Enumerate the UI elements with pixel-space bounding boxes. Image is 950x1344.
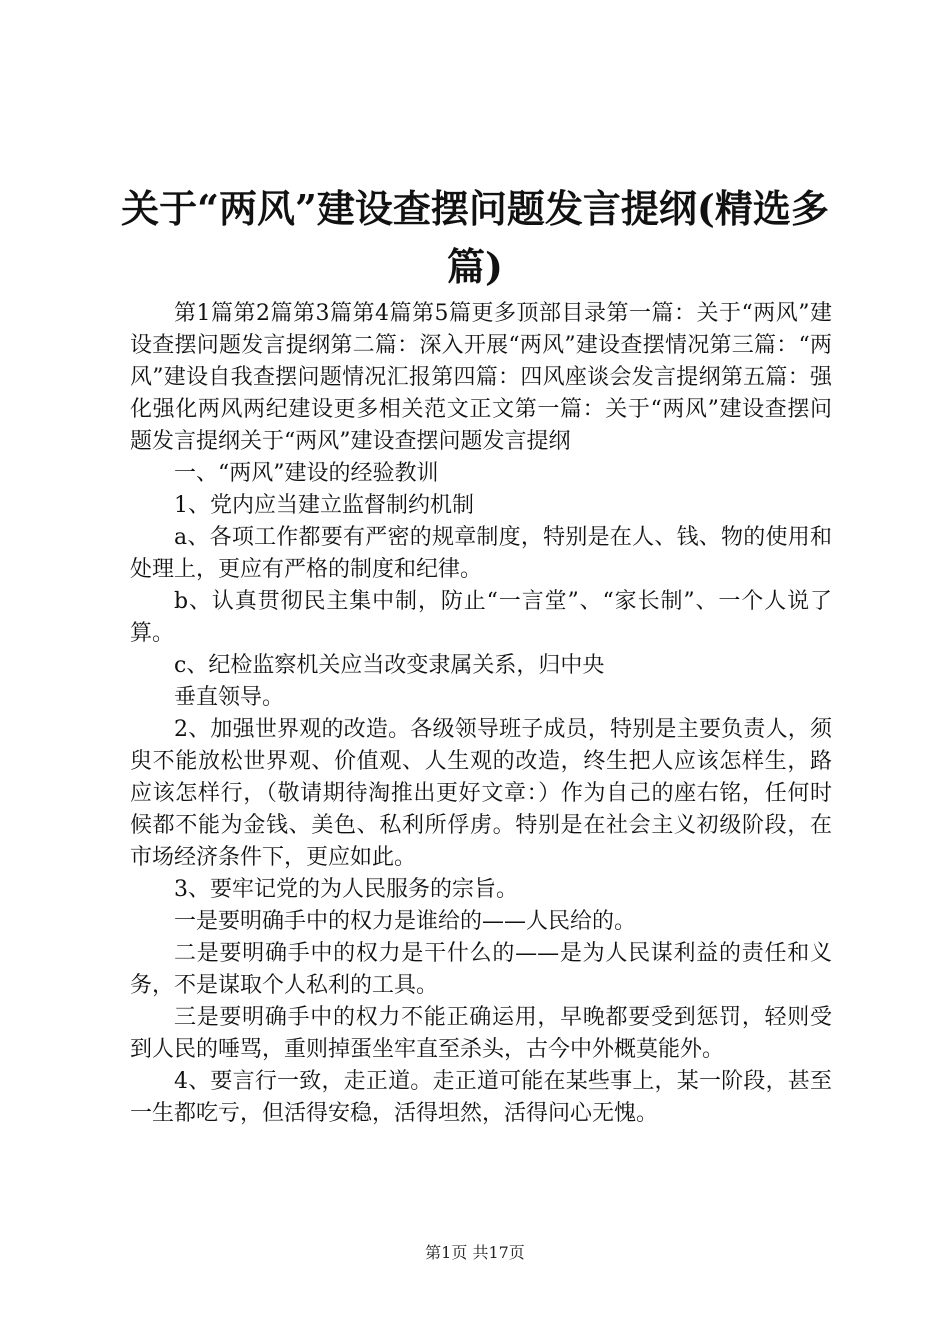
paragraph-sub-1: 一是要明确手中的权力是谁给的——人民给的。	[174, 909, 637, 934]
page-footer: 第1页 共17页	[425, 1243, 525, 1262]
paragraph-heading-1: 一、“两风”建设的经验教训	[174, 461, 439, 486]
paragraph-item-c-continued: 垂直领导。	[174, 685, 285, 710]
paragraph-sub-3: 三是要明确手中的权力不能正确运用，早晚都要受到惩罚，轻则受到人民的唾骂，重则掉蛋坐牢直至杀头，古今中外概莫能外。	[130, 1005, 832, 1062]
paragraph-item-c: c、纪检监察机关应当改变隶属关系，归中央	[174, 653, 605, 678]
paragraph-sub-2: 二是要明确手中的权力是干什么的——是为人民谋利益的责任和义务，不是谋取个人私利的工具。	[130, 941, 832, 998]
paragraph-table-of-contents: 第1篇第2篇第3篇第4篇第5篇更多顶部目录第一篇：关于“两风”建设查摆问题发言提纲第二篇：深入开展“两风”建设查摆情况第三篇：“两风”建设自我查摆问题情况汇报第四篇：四风座谈会发言提纲第五篇：强化强化两风两纪建设更多相关范文正文第一篇：关于“两风”建设查摆问题发言提纲关于“两风”建设查摆问题发言提纲	[130, 301, 832, 454]
paragraph-point-2: 2、加强世界观的改造。各级领导班子成员，特别是主要负责人，须臾不能放松世界观、价值观、人生观的改造，终生把人应该怎样生，路应该怎样行，（敬请期待淘推出更好文章：）作为自己的座右铭，任何时候都不能为金钱、美色、私利所俘虏。特别是在社会主义初级阶段，在市场经济条件下，更应如此。	[130, 717, 832, 870]
document-body	[130, 298, 832, 1130]
paragraph-item-a: a、各项工作都要有严密的规章制度，特别是在人、钱、物的使用和处理上，更应有严格的制度和纪律。	[130, 525, 832, 582]
document-title: 关于“两风”建设查摆问题发言提纲(精选多篇)	[121, 186, 829, 289]
paragraph-item-b: b、认真贯彻民主集中制，防止“一言堂”、“家长制”、一个人说了算。	[130, 589, 832, 646]
paragraph-subheading-1: 1、党内应当建立监督制约机制	[174, 493, 474, 518]
paragraph-point-3: 3、要牢记党的为人民服务的宗旨。	[174, 877, 518, 902]
paragraph-point-4: 4、要言行一致，走正道。走正道可能在某些事上，某一阶段，甚至一生都吃亏，但活得安稳，活得坦然，活得问心无愧。	[130, 1069, 832, 1126]
